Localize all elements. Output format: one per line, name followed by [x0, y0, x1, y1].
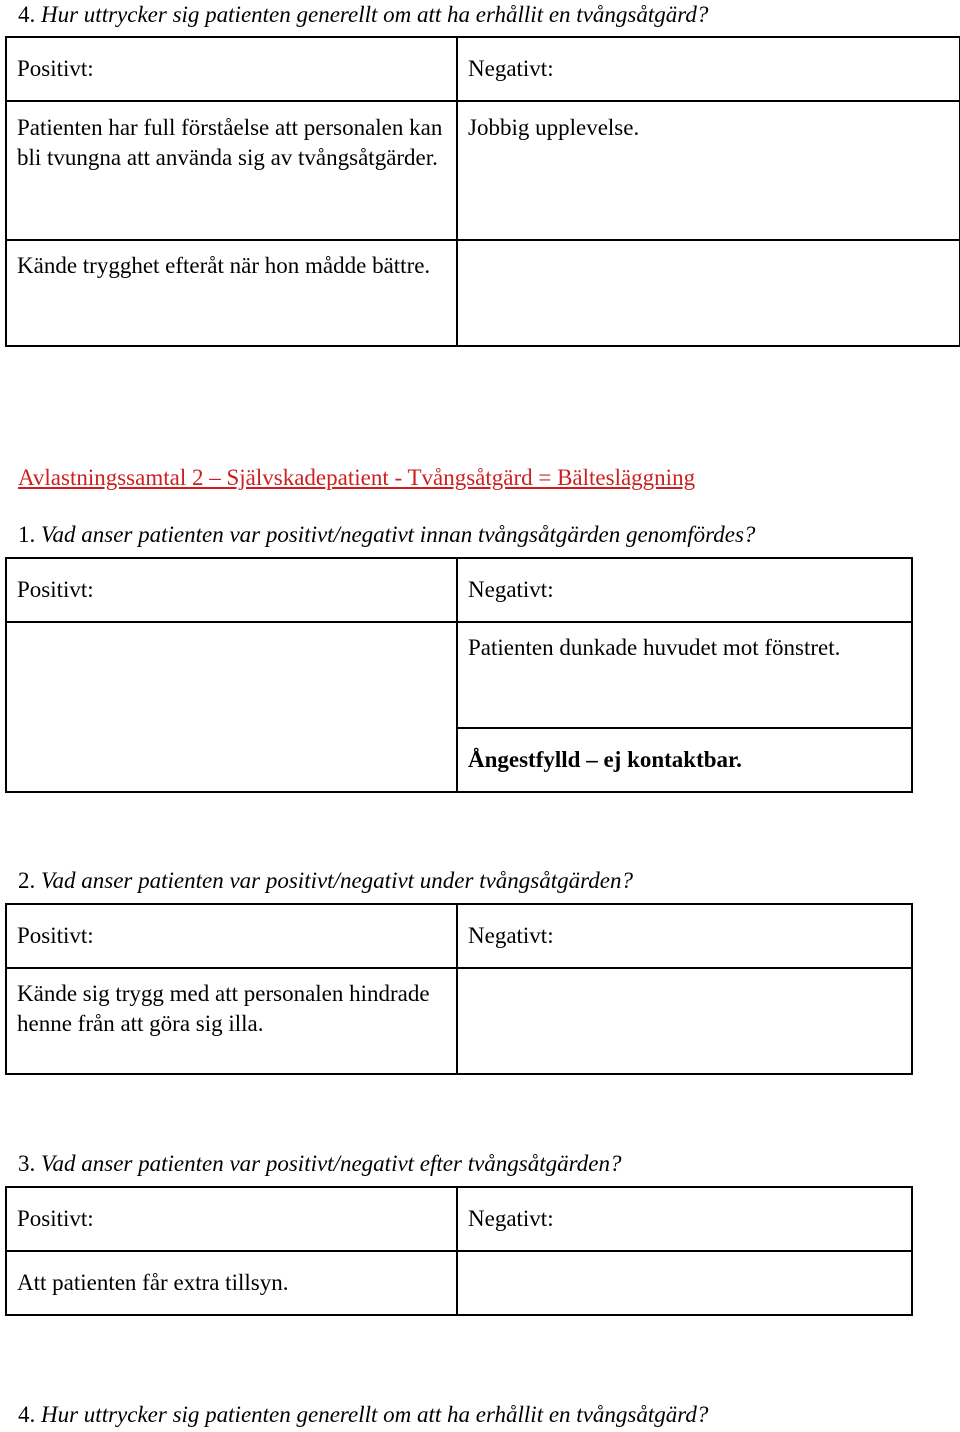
negative-cell	[457, 622, 912, 728]
section-heading: Avlastningssamtal 2 – Självskadepatient - Tvångsåtgärd = Bältesläggning	[18, 465, 696, 490]
negative-header-cell	[457, 558, 912, 622]
negative-cell	[457, 968, 912, 1074]
negative-answer: Jobbig upplevelse.	[468, 115, 640, 140]
question-number: 4.	[18, 1402, 36, 1427]
positive-header-cell	[6, 558, 457, 622]
positive-header-cell	[6, 904, 457, 968]
positive-cell	[6, 240, 457, 346]
question-1	[18, 520, 755, 550]
question-text: Hur uttrycker sig patienten generellt om att ha erhållit en tvångsåtgärd?	[41, 2, 709, 27]
question-text: Vad anser patienten var positivt/negativt efter tvångsåtgärden?	[41, 1151, 622, 1176]
question-text: Vad anser patienten var positivt/negativt under tvångsåtgärden?	[41, 868, 633, 893]
positive-header: Positivt:	[17, 56, 94, 81]
positive-header-cell	[6, 1187, 457, 1251]
positive-header: Positivt:	[17, 577, 94, 602]
positive-header-cell	[6, 37, 457, 101]
question-4	[18, 1400, 708, 1430]
question-text: Hur uttrycker sig patienten generellt om att ha erhållit en tvångsåtgärd?	[41, 1402, 709, 1427]
positive-answer: Att patienten får extra tillsyn.	[17, 1270, 289, 1295]
negative-answer: Ångestfylld – ej kontaktbar.	[468, 747, 742, 772]
answer-table-1	[5, 557, 913, 793]
positive-cell	[6, 1251, 457, 1315]
question-number: 3.	[18, 1151, 36, 1176]
positive-header: Positivt:	[17, 1206, 94, 1231]
question-text: Vad anser patienten var positivt/negativt innan tvångsåtgärden genomfördes?	[41, 522, 756, 547]
negative-header-cell	[457, 37, 960, 101]
positive-cell	[6, 101, 457, 240]
negative-answer: Patienten dunkade huvudet mot fönstret.	[468, 635, 841, 660]
negative-cell	[457, 1251, 912, 1315]
answer-table-2	[5, 903, 913, 1075]
negative-cell	[457, 240, 960, 346]
negative-header: Negativt:	[468, 577, 554, 602]
question-number: 1.	[18, 522, 36, 547]
negative-header: Negativt:	[468, 1206, 554, 1231]
question-2	[18, 866, 633, 896]
negative-header: Negativt:	[468, 56, 554, 81]
question-number: 2.	[18, 868, 36, 893]
question-4-top	[18, 0, 708, 30]
negative-header: Negativt:	[468, 923, 554, 948]
positive-cell	[6, 968, 457, 1074]
positive-cell	[6, 622, 457, 792]
negative-header-cell	[457, 904, 912, 968]
negative-cell	[457, 728, 912, 792]
question-3	[18, 1149, 621, 1179]
question-number: 4.	[18, 2, 36, 27]
negative-header-cell	[457, 1187, 912, 1251]
positive-answer: Patienten har full förståelse att personalen kan bli tvungna att använda sig av tvångsåtgärder.	[17, 115, 443, 170]
positive-answer: Kände trygghet efteråt när hon mådde bättre.	[17, 253, 431, 278]
answer-table-3	[5, 1186, 913, 1316]
negative-cell	[457, 101, 960, 240]
positive-answer: Kände sig trygg med att personalen hindrade henne från att göra sig illa.	[17, 981, 430, 1036]
positive-header: Positivt:	[17, 923, 94, 948]
answer-table-4-top	[5, 36, 960, 347]
